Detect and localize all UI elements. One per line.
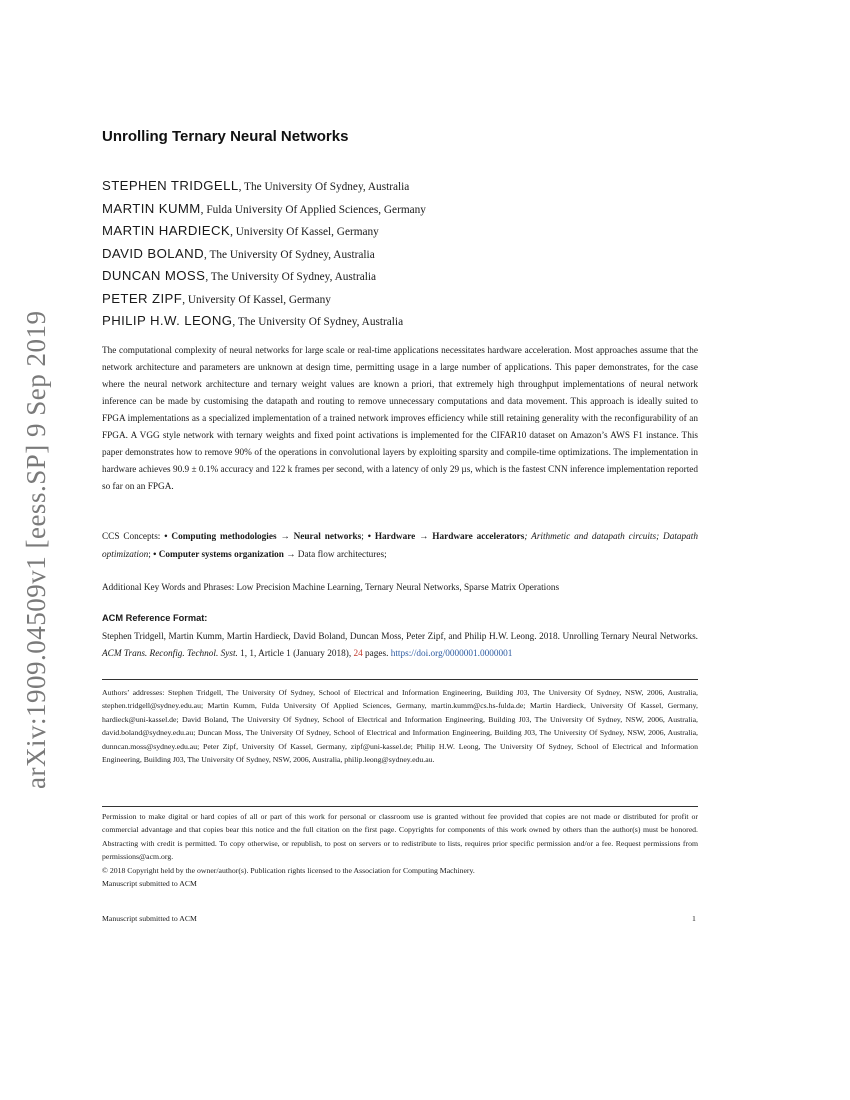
ccs-concept-1: • Computing methodologies → Neural networks <box>164 532 362 542</box>
ccs-separator: ; <box>148 549 154 560</box>
author-entry <box>102 267 702 290</box>
ccs-concept-italic: ; Arithmetic and datapath circuits; Datapath optimization <box>102 532 698 560</box>
reference-citation: Stephen Tridgell, Martin Kumm, Martin Hardieck, David Boland, Duncan Moss, Peter Zipf, and Philip H.W. Leong. 2018. Unrolling Ternary Neural Networks. <box>102 632 698 642</box>
divider <box>102 806 698 807</box>
author-entry <box>102 312 702 335</box>
permission-text: Permission to make digital or hard copies of all or part of this work for personal or classroom use is granted without fee provided that copies are not made or distributed for profit or commercial advantage and that copies bear this notice and the full citation on the first page. Copyrights for components of this work owned by others than the author(s) must be honored. Abstracting with credit is permitted. To copy otherwise, or republish, to post on servers or to redistribute to lists, requires prior specific permission and/or a fee. Request permissions from permissions@acm.org. <box>102 812 698 862</box>
ccs-label: CCS Concepts: <box>102 532 165 542</box>
author-name: MARTIN HARDIECK <box>102 223 231 238</box>
author-affiliation: , Fulda University Of Applied Sciences, Germany <box>200 203 426 216</box>
author-affiliation: , The University Of Sydney, Australia <box>204 248 375 261</box>
abstract: The computational complexity of neural networks for large scale or real-time applications necessitates hardware acceleration. Most approaches assume that the network architecture and parameters are unknown at design time, permitting usage in a large number of applications. This paper demonstrates, for the case where the neural network architecture and ternary weight values are known a priori, that extremely high throughput implementations of neural network inference can be made by customising the datapath and routing to remove unnecessary computations and data movement. This approach is ideally suited to FPGA implementations as a specialized implementation of a trained network improves efficiency while still retaining generality with the reconfigurability of an FPGA. A VGG style network with ternary weights and fixed point activations is implemented for the CIFAR10 dataset on Amazon’s AWS F1 instance. This paper demonstrates how to remove 90% of the operations in convolutional layers by exploiting sparsity and compile-time optimizations. The implementation in hardware achieves 90.9 ± 0.1% accuracy and 122 k frames per second, with a latency of only 29 µs, which is the fastest CNN inference implementation reported so far on an FPGA. <box>102 346 698 492</box>
page-number: 1 <box>692 914 696 923</box>
manuscript-note: Manuscript submitted to ACM <box>102 879 197 889</box>
author-affiliation: , The University Of Sydney, Australia <box>205 271 377 283</box>
reference-pages-link[interactable]: 24 <box>353 649 363 659</box>
author-addresses: Authors’ addresses: Stephen Tridgell, The University Of Sydney, School of Electrical and Information Engineering, Building J03, The University Of Sydney, NSW, 2006, Australia, stephen.tridgell@sydney.edu.au; Martin Kumm, Fulda University Of Applied Sciences, Germany, martin.kumm@cs.hs-fulda.de; Martin Hardieck, University Of Kassel, Germany, hardieck@uni-kassel.de; David Boland, The University Of Sydney, School of Electrical and Information Engineering, Building J03, The University Of Sydney, NSW, 2006, Australia, david.boland@sydney.edu.au; Duncan Moss, The University Of Sydney, School of Electrical and Information Engineering, Building J03, The University Of Sydney, NSW, 2006, Australia, dunncan.moss@sydney.edu.au; Peter Zipf, University Of Kassel, Germany, zipf@uni-kassel.de; Philip H.W. Leong, The University Of Sydney, School of Electrical and Information Engineering, Building J03, The University Of Sydney, NSW, 2006, Australia, philip.leong@sydney.edu.au. <box>102 688 698 765</box>
footer-manuscript: Manuscript submitted to ACM <box>102 914 197 923</box>
arxiv-stamp: arXiv:1909.04509v1 [eess.SP] 9 Sep 2019 <box>21 310 51 789</box>
author-entry <box>102 177 702 200</box>
reference-format-text <box>102 629 698 663</box>
paper-title: Unrolling Ternary Neural Networks <box>102 128 349 145</box>
author-affiliation: , University Of Kassel, Germany <box>230 226 379 238</box>
author-entry <box>102 245 702 268</box>
reference-format-label: ACM Reference Format: <box>102 613 208 623</box>
ccs-tail: → Data flow architectures; <box>283 549 387 560</box>
ccs-concept-3: • Computer systems organization <box>153 549 284 560</box>
author-affiliation: , The University Of Sydney, Australia <box>232 316 404 328</box>
reference-volume: 1, 1, Article 1 (January 2018), <box>237 649 354 659</box>
permission-notice <box>102 810 698 890</box>
author-name: PHILIP H.W. LEONG <box>102 313 233 328</box>
keywords: Additional Key Words and Phrases: Low Precision Machine Learning, Ternary Neural Networks, Sparse Matrix Operations <box>102 583 560 593</box>
ccs-concepts <box>102 529 698 564</box>
author-affiliation: , University Of Kassel, Germany <box>182 293 331 306</box>
author-name: STEPHEN TRIDGELL <box>102 178 239 193</box>
author-entry <box>102 200 702 223</box>
divider <box>102 679 698 680</box>
author-name: PETER ZIPF <box>102 290 183 306</box>
author-affiliation: , The University Of Sydney, Australia <box>238 181 410 193</box>
author-name: DUNCAN MOSS <box>102 268 206 283</box>
author-entry <box>102 222 702 245</box>
ccs-separator: ; <box>361 532 368 542</box>
author-name: DAVID BOLAND <box>102 245 205 261</box>
author-name: MARTIN KUMM <box>102 200 201 216</box>
author-entry <box>102 290 702 313</box>
author-list <box>102 177 702 335</box>
copyright-line: © 2018 Copyright held by the owner/author(s). Publication rights licensed to the Association for Computing Machinery. <box>102 865 475 875</box>
ccs-concept-2: • Hardware → Hardware accelerators <box>367 532 525 542</box>
reference-pages-label: pages. <box>362 649 391 659</box>
reference-journal: ACM Trans. Reconfig. Technol. Syst. <box>102 649 238 659</box>
doi-link[interactable]: https://doi.org/0000001.0000001 <box>390 649 513 659</box>
